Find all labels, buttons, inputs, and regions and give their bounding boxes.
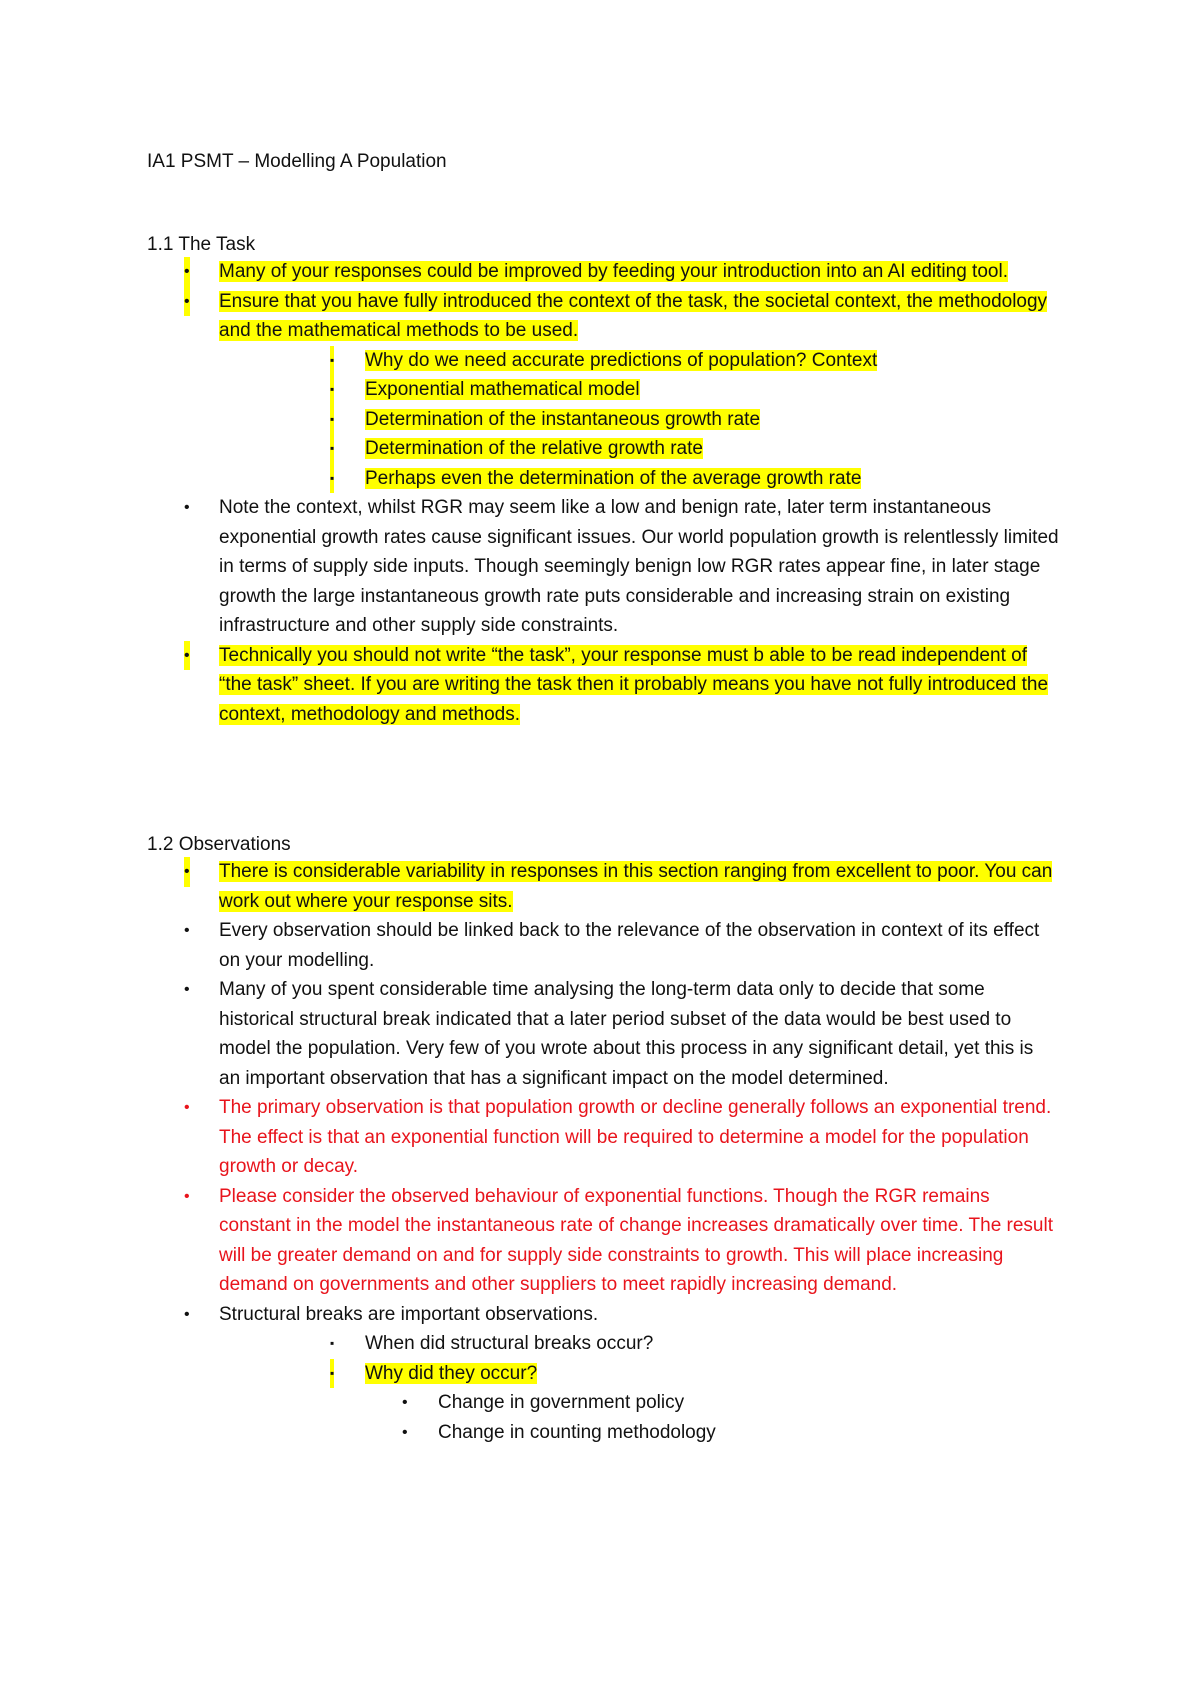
bullet-icon: • — [184, 257, 190, 287]
square-bullet-icon: ▪ — [330, 405, 334, 435]
bullet-icon: • — [184, 857, 190, 887]
bullet-icon: • — [184, 641, 190, 671]
list-item-text: Why do we need accurate predictions of population? Context — [365, 349, 878, 371]
square-bullet-icon: ▪ — [330, 346, 334, 376]
list-item-text: Determination of the instantaneous growth rate — [365, 408, 761, 430]
list-item — [0, 346, 1065, 376]
list-item-text: Many of you spent considerable time analysing the long-term data only to decide that some historical structural break indicated that a later period subset of the data would be best used to model the population. Very few of you wrote about this process in any significant detail, yet this is an important observation that has a significant impact on the model determined. — [219, 979, 1034, 1089]
task-bullet-list — [0, 257, 1200, 729]
square-bullet-icon: ▪ — [330, 375, 334, 405]
bullet-icon: • — [184, 1305, 190, 1323]
list-item-text: Structural breaks are important observations. — [219, 1303, 599, 1325]
list-item-text: Please consider the observed behaviour of exponential functions. Though the RGR remains constant in the model the instantaneous rate of change increases dramatically over time. The result will be greater demand on and for supply side constraints to growth. This will place increasing demand on governments and other suppliers to meet rapidly increasing demand. — [219, 1185, 1053, 1295]
list-item — [0, 434, 1065, 464]
square-bullet-icon: ▪ — [330, 1336, 335, 1350]
list-item-text: Change in government policy — [438, 1392, 685, 1413]
list-item-text: Many of your responses could be improved by feeding your introduction into an AI editing tool. — [219, 261, 1008, 282]
list-item — [0, 287, 1059, 346]
square-bullet-icon: ▪ — [330, 1359, 334, 1389]
bullet-icon: • — [184, 981, 190, 998]
list-item — [0, 1418, 1058, 1448]
bullet-icon: • — [184, 287, 190, 317]
list-item — [0, 405, 1065, 435]
document-title: IA1 PSMT – Modelling A Population — [147, 151, 447, 172]
list-item — [0, 375, 1065, 405]
bullet-icon: • — [402, 1423, 408, 1441]
list-item-text: There is considerable variability in responses in this section ranging from excellent to poor. You can work out where your response sits. — [219, 861, 1053, 912]
list-item — [0, 1093, 1059, 1182]
section-heading-observations: 1.2 Observations — [147, 834, 291, 855]
list-item — [0, 1300, 1059, 1330]
list-item-text: Technically you should not write “the task”, your response must b able to be read independent of “the task” sheet. If you are writing the task then it probably means you have not fully introduced the context, methodology and methods. — [219, 644, 1049, 725]
bullet-icon: • — [184, 922, 190, 939]
list-item — [0, 464, 1065, 494]
list-item — [0, 1388, 1058, 1418]
list-item — [0, 1329, 1065, 1359]
list-item-text: When did structural breaks occur? — [365, 1333, 654, 1354]
list-item — [0, 493, 1059, 641]
list-item-text: Determination of the relative growth rate — [365, 438, 703, 459]
list-item — [0, 1359, 1065, 1389]
list-item-text: Perhaps even the determination of the average growth rate — [365, 467, 862, 489]
bullet-icon: • — [184, 1099, 190, 1116]
list-item-text: Change in counting methodology — [438, 1421, 716, 1443]
list-item-text: The primary observation is that population growth or decline generally follows an exponential trend. The effect is that an exponential function will be required to determine a model for the population growth or decay. — [219, 1097, 1052, 1177]
observations-bullet-list — [0, 857, 1200, 1447]
list-item — [0, 1182, 1059, 1300]
square-bullet-icon: ▪ — [330, 464, 334, 494]
bullet-icon: • — [402, 1394, 408, 1411]
section-heading-task: 1.1 The Task — [147, 234, 256, 255]
list-item — [0, 641, 1059, 730]
list-item — [0, 916, 1059, 975]
list-item — [0, 257, 1059, 287]
list-item-text: Exponential mathematical model — [365, 379, 640, 400]
square-bullet-icon: ▪ — [330, 434, 334, 464]
list-item — [0, 857, 1059, 916]
list-item — [0, 975, 1059, 1093]
bullet-icon: • — [184, 1187, 190, 1205]
list-item-text: Every observation should be linked back to the relevance of the observation in context of its effect on your modelling. — [219, 920, 1040, 971]
list-item-text: Ensure that you have fully introduced the context of the task, the societal context, the methodology and the mathematical methods to be used. — [219, 290, 1048, 341]
list-item-text: Note the context, whilst RGR may seem like a low and benign rate, later term instantaneous exponential growth rates cause significant issues. Our world population growth is relentlessly limited in terms of supply side inputs. Though seemingly benign low RGR rates appear fine, in later stage growth the large instantaneous growth rate puts considerable and increasing strain on existing infrastructure and other supply side constraints. — [219, 497, 1059, 636]
list-item-text: Why did they occur? — [365, 1362, 538, 1384]
bullet-icon: • — [184, 499, 190, 516]
